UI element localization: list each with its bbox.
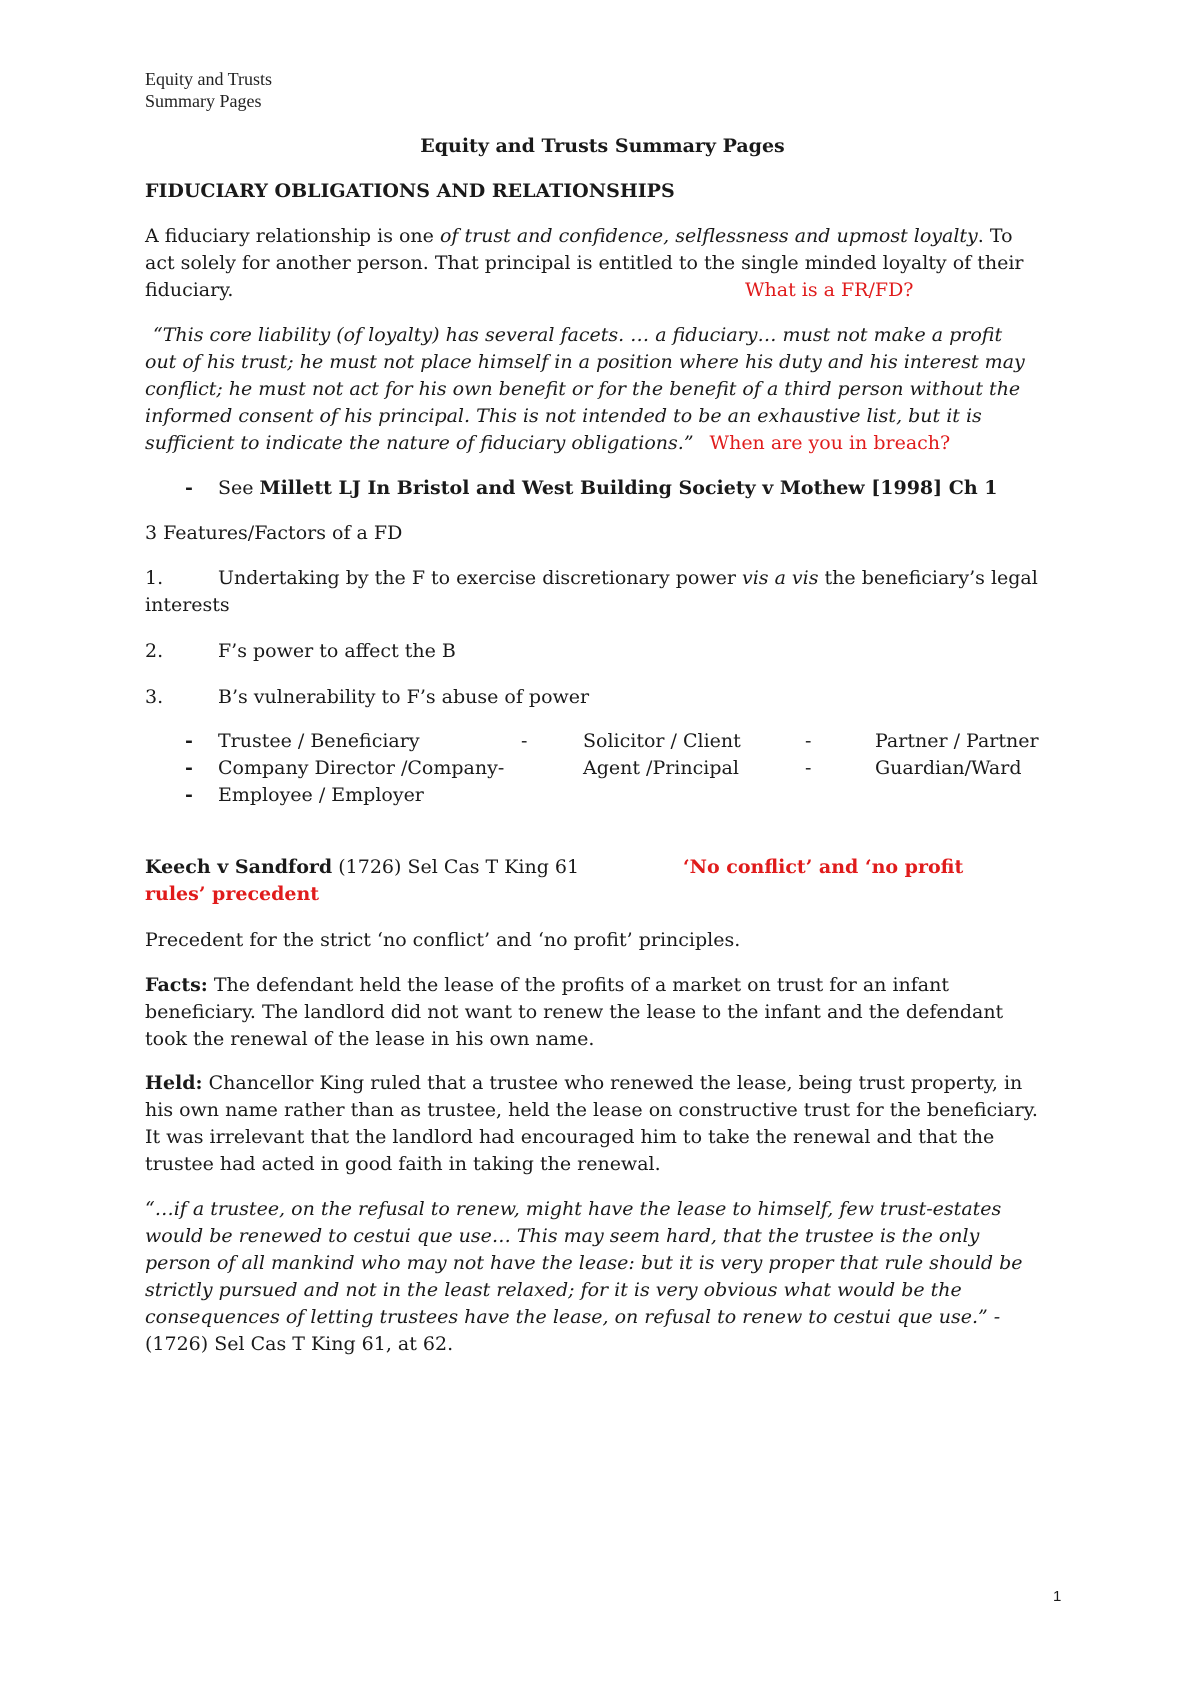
margin-note-breach: When are you in breach? <box>709 432 951 454</box>
facts-line: Facts: The defendant held the lease of the profits of a market on trust for an infant <box>145 974 950 996</box>
running-header <box>145 68 272 112</box>
held-label: Held: <box>145 1072 203 1094</box>
facts-label: Facts: <box>145 974 208 996</box>
intro-line-2: act solely for another person. That principal is entitled to the single minded loyalty of their <box>145 252 1024 274</box>
page-number: 1 <box>1053 1588 1062 1605</box>
relationship-row: - Employee / Employer <box>185 784 424 806</box>
intro-line-1: A fiduciary relationship is one of trust and confidence, selflessness and upmost loyalty. To <box>145 225 1013 247</box>
held-line: his own name rather than as trustee, held the lease on constructive trust for the beneficiary. <box>145 1099 1038 1121</box>
held-line: It was irrelevant that the landlord had encouraged him to take the renewal and that the <box>145 1126 995 1148</box>
judgment-quote-line: strictly pursued and not in the least relaxed; for it is very obvious what would be the <box>145 1279 962 1301</box>
feature-item-1-cont: interests <box>145 594 230 616</box>
facts-line: beneficiary. The landlord did not want to renew the lease to the infant and the defendant <box>145 1001 1004 1023</box>
intro-line-3: fiduciary. <box>145 279 234 301</box>
judgment-quote-line: person of all mankind who may not have the lease: but it is very proper that rule should be <box>145 1252 1023 1274</box>
precedent-text: Precedent for the strict ‘no conflict’ and ‘no profit’ principles. <box>145 929 741 951</box>
quote-line: informed consent of his principal. This is not intended to be an exhaustive list, but it is <box>145 405 982 427</box>
held-line: Held: Chancellor King ruled that a trustee who renewed the lease, being trust property, in <box>145 1072 1023 1094</box>
section-heading: FIDUCIARY OBLIGATIONS AND RELATIONSHIPS <box>145 180 675 202</box>
facts-line: took the renewal of the lease in his own name. <box>145 1028 595 1050</box>
judgment-quote-line: “…if a trustee, on the refusal to renew, might have the lease to himself, few trust-estates <box>145 1198 1002 1220</box>
relationship-row: - Company Director /Company- Agent /Principal - Guardian/Ward <box>185 757 1022 779</box>
relationship-row: - Trustee / Beneficiary - Solicitor / Client - Partner / Partner <box>185 730 1039 752</box>
judgment-quote-line: would be renewed to cestui que use… This may seem hard, that the trustee is the only <box>145 1225 980 1247</box>
quote-line: “This core liability (of loyalty) has several facets. … a fiduciary… must not make a profit <box>153 324 1003 346</box>
quote-last-line: sufficient to indicate the nature of fiduciary obligations.” When are you in breach? <box>145 432 951 454</box>
margin-note-what-is-fr: What is a FR/FD? <box>745 279 914 301</box>
quote-line: out of his trust; he must not place himself in a position where his duty and his interest may <box>145 351 1025 373</box>
case-tag-line-1: ‘No conflict’ and ‘no profit <box>683 856 964 878</box>
features-heading: 3 Features/Factors of a FD <box>145 522 403 544</box>
quote-line: conflict; he must not act for his own benefit or for the benefit of a third person without the <box>145 378 1021 400</box>
case-heading-keech: Keech v Sandford (1726) Sel Cas T King 61 <box>145 856 580 878</box>
case-citation-mothew: Millett LJ In Bristol and West Building Society v Mothew [1998] Ch 1 <box>259 477 998 499</box>
page-title: Equity and Trusts Summary Pages <box>420 135 785 157</box>
judgment-quote-line: consequences of letting trustees have the lease, on refusal to renew to cestui que use.” - <box>145 1306 1001 1328</box>
judgment-quote-citation: (1726) Sel Cas T King 61, at 62. <box>145 1333 454 1355</box>
header-line-1: Equity and Trusts <box>145 69 273 89</box>
case-tag-line-2: rules’ precedent <box>145 883 320 905</box>
case-name: Keech v Sandford <box>145 856 333 878</box>
header-line-2: Summary Pages <box>145 91 262 111</box>
document-page: Equity and Trusts Summary Pages Equity and Trusts Summary Pages FIDUCIARY OBLIGATIONS AND RELATIONSHIPS A fiduciary relationship is one of trust and confidence, selflessness and upmost loyalty. To act solely for another person. That principal is entitled to the single minded loyalty of their fiduciary. What is a FR/FD? “This core liability (of loyalty) has several facets. … a fiduciary… must not make a profit out of his trust; he must not place himself in a position where his duty and his interest may conflict; he must not act for his own benefit or for the benefit of a third person without the informed consent of his principal. This is not intended to be an exhaustive list, but it is sufficient to indicate the nature of fiduciary obligations.” When are you in breach? - See Millett LJ In Bristol and West Building Society v Mothew [1998] Ch 1 3 Features/Factors of a FD 1. Undertaking by the F to exercise discretionary power vis a vis the beneficiary’s legal interests 2. F’s power to affect the B 3. B’s vulnerability to F’s abuse of power - Trustee / Beneficiary - Solicitor / Client - Partner / Partner - Company Director /Company- Agent /Principal - Guardian/Ward - Employee / Employer Keech v Sandford (1726) Sel Cas T King 61 ‘No conflict’ and ‘no profit rules’ precedent Precedent for the strict ‘no conflict’ and ‘no profit’ principles. Facts: The defendant held the lease of the profits of a market on trust for an infant beneficiary. The landlord did not want to renew the lease to the infant and the defendant took the renewal of the lease in his own name. Held: Chancellor King ruled that a trustee who renewed the lease, being trust property, in his own name rather than as trustee, held the lease on constructive trust for the beneficiary. It was irrelevant that the landlord had encouraged him to take the renewal and that the trustee had acted in good faith in taking the renewal. “…if a trustee, on the refusal to renew, might have the lease to himself, few trust-estates would be renewed to cestui que use… This may seem hard, that the trustee is the only person of all mankind who may not have the lease: but it is very proper that rule should be strictly pursued and not in the least relaxed; for it is very obvious what would be the consequences of letting trustees have the lease, on refusal to renew to cestui que use.” - (1726) Sel Cas T King 61, at 62. 1 <box>0 0 1200 1698</box>
held-line: trustee had acted in good faith in taking the renewal. <box>145 1153 661 1175</box>
